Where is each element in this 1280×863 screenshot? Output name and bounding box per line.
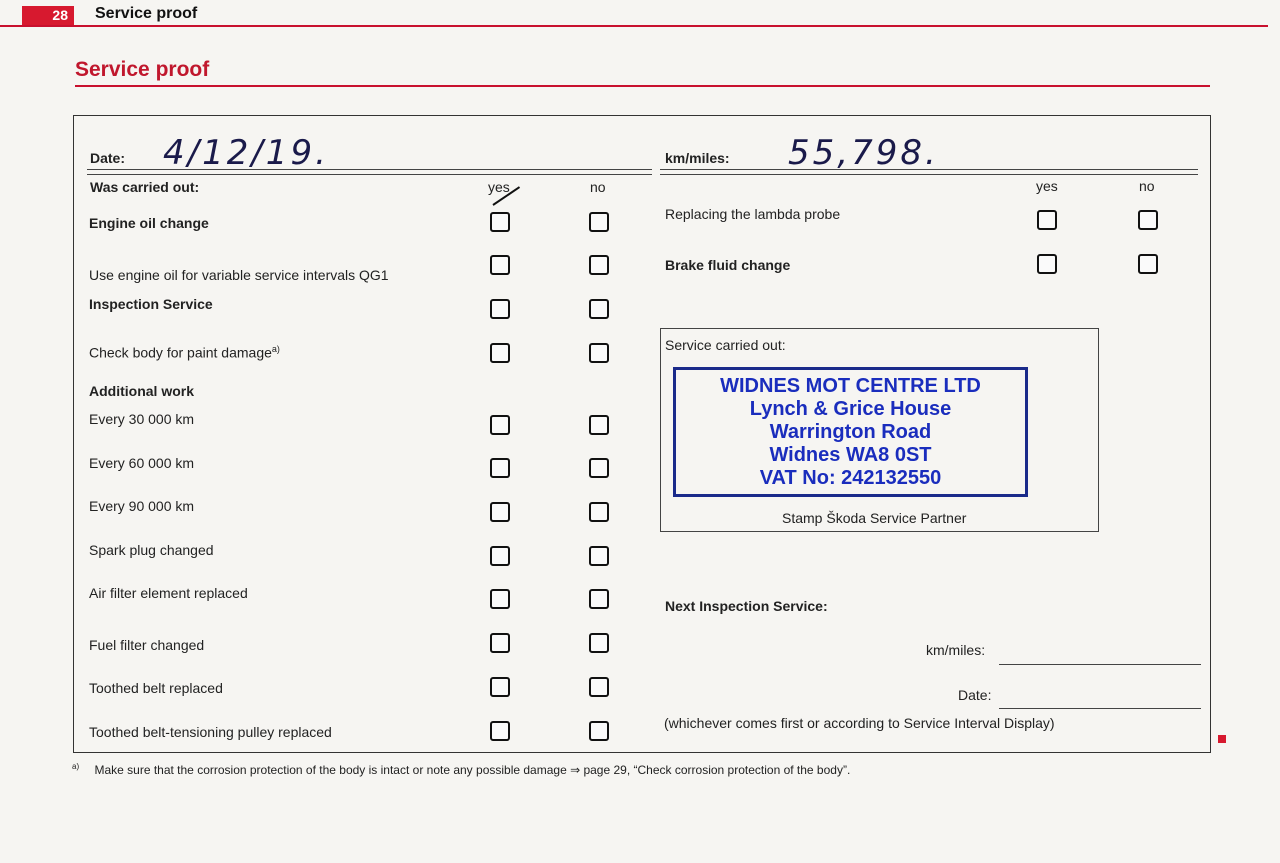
footnote [72, 762, 850, 777]
next-inspection-label: Next Inspection Service: [665, 598, 828, 614]
footnote-marker-ref: a) [271, 344, 280, 354]
service-carried-out-label: Service carried out: [665, 337, 786, 353]
row-label-90000: Every 90 000 km [89, 498, 195, 514]
checkbox-paint-yes[interactable] [490, 343, 510, 363]
checkbox-paint-no[interactable] [589, 343, 609, 363]
checkbox-air-filter-yes[interactable] [490, 589, 510, 609]
checkbox-pulley-no[interactable] [589, 721, 609, 741]
row-label-fuel-filter: Fuel filter changed [89, 637, 205, 653]
yes-header-right: yes [1036, 178, 1058, 194]
checkbox-60000-no[interactable] [589, 458, 609, 478]
footnote-text: Make sure that the corrosion protection of the body is intact or note any possible damage ⇒ page 29, “Check corrosion protection of the body”. [94, 763, 851, 777]
km-rule [660, 169, 1198, 175]
checkbox-pulley-yes[interactable] [490, 721, 510, 741]
stamp-line-4: Widnes WA8 0ST [769, 444, 932, 466]
km-handwritten[interactable]: 55,798. [788, 133, 939, 173]
row-label-30000: Every 30 000 km [89, 411, 195, 427]
page-title: Service proof [75, 58, 210, 81]
carried-out-label: Was carried out: [90, 179, 200, 195]
checkbox-lambda-yes[interactable] [1037, 210, 1057, 230]
row-label-toothed-belt: Toothed belt replaced [89, 680, 223, 696]
row-label-inspection-service: Inspection Service [89, 296, 213, 312]
checkbox-belt-no[interactable] [589, 677, 609, 697]
next-km-label: km/miles: [926, 642, 986, 658]
checkbox-brake-no[interactable] [1138, 254, 1158, 274]
checkbox-60000-yes[interactable] [490, 458, 510, 478]
checkbox-30000-no[interactable] [589, 415, 609, 435]
next-date-label: Date: [958, 687, 992, 703]
checkbox-inspection-yes[interactable] [490, 299, 510, 319]
header-section-title: Service proof [95, 5, 198, 22]
additional-work-heading: Additional work [89, 383, 194, 399]
checkbox-air-filter-no[interactable] [589, 589, 609, 609]
row-label-engine-oil-change: Engine oil change [89, 215, 209, 231]
checkbox-90000-no[interactable] [589, 502, 609, 522]
no-header-right: no [1139, 178, 1155, 194]
km-label: km/miles: [665, 150, 730, 166]
stamp-line-3: Warrington Road [769, 421, 932, 443]
row-label-paint-damage: Check body for paint damage$^{a)}$ [89, 344, 280, 361]
whichever-note: (whichever comes first or according to Service Interval Display) [664, 715, 1055, 731]
row-label-brake-fluid: Brake fluid change [665, 257, 791, 273]
no-header: no [590, 179, 606, 195]
checkbox-engine-oil-no[interactable] [589, 212, 609, 232]
checkbox-lambda-no[interactable] [1138, 210, 1158, 230]
checkbox-spark-no[interactable] [589, 546, 609, 566]
stamp-caption: Stamp Škoda Service Partner [782, 510, 967, 526]
checkbox-qg1-yes[interactable] [490, 255, 510, 275]
title-rule [75, 85, 1210, 87]
checkbox-90000-yes[interactable] [490, 502, 510, 522]
date-label: Date: [90, 150, 126, 166]
header-rule [0, 25, 1268, 27]
checkbox-spark-yes[interactable] [490, 546, 510, 566]
yes-header: yes [488, 179, 510, 195]
next-km-field[interactable] [999, 664, 1201, 665]
date-rule [87, 169, 652, 175]
checkbox-inspection-no[interactable] [589, 299, 609, 319]
checkbox-brake-yes[interactable] [1037, 254, 1057, 274]
checkbox-qg1-no[interactable] [589, 255, 609, 275]
stamp-line-5: VAT No: 242132550 [759, 467, 942, 489]
page-number: 28 [22, 6, 74, 25]
checkbox-fuel-filter-yes[interactable] [490, 633, 510, 653]
stamp-line-2: Lynch & Grice House [749, 398, 952, 420]
end-marker [1218, 735, 1226, 743]
row-label-lambda: Replacing the lambda probe [665, 206, 841, 222]
stamp-line-1: WIDNES MOT CENTRE LTD [720, 375, 981, 397]
date-handwritten[interactable]: 4/12/19. [163, 133, 329, 173]
row-label-air-filter: Air filter element replaced [89, 585, 248, 601]
row-label-engine-oil-qg1: Use engine oil for variable service intervals QG1 [89, 267, 389, 283]
row-label-spark-plug: Spark plug changed [89, 542, 214, 558]
checkbox-fuel-filter-no[interactable] [589, 633, 609, 653]
checkbox-engine-oil-yes[interactable] [490, 212, 510, 232]
row-label-belt-pulley: Toothed belt-tensioning pulley replaced [89, 724, 332, 740]
next-date-field[interactable] [999, 708, 1201, 709]
footnote-marker: a) [72, 762, 80, 771]
dealer-stamp [673, 367, 1028, 497]
checkbox-belt-yes[interactable] [490, 677, 510, 697]
row-label-60000: Every 60 000 km [89, 455, 195, 471]
checkbox-30000-yes[interactable] [490, 415, 510, 435]
